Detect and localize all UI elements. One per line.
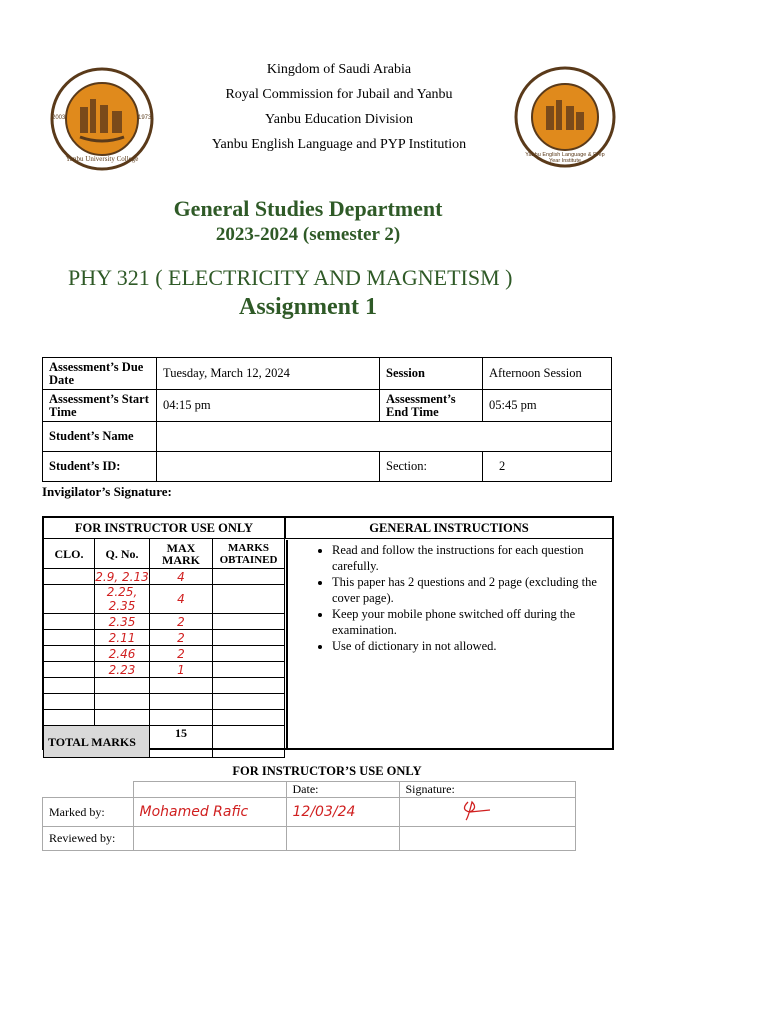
table-row-clo xyxy=(44,585,95,614)
empty-cell xyxy=(44,710,95,726)
question-number: 2.35 xyxy=(95,614,150,630)
right-logo-text: Yanbu English Language & Prep Year Institute xyxy=(525,152,605,164)
total-marks-label: TOTAL MARKS xyxy=(44,726,150,758)
header-line-3: Yanbu Education Division xyxy=(265,112,413,127)
table-row-clo xyxy=(44,662,95,678)
max-mark: 1 xyxy=(150,662,213,678)
left-logo-text: Yanbu University College xyxy=(65,155,139,163)
invigilator-signature-label: Invigilator’s Signature: xyxy=(42,484,172,499)
review-table xyxy=(42,781,576,851)
assessment-info-table xyxy=(42,357,612,482)
empty-cell xyxy=(150,710,213,726)
empty-cell xyxy=(150,678,213,694)
instruction-item: • Use of dictionary in not allowed. xyxy=(332,638,614,654)
signature-mark xyxy=(458,798,498,822)
header-line-2: Royal Commission for Jubail and Yanbu xyxy=(225,87,453,102)
instruction-item: • Read and follow the instructions for each question carefully. xyxy=(332,542,614,574)
marks-obtained-cell[interactable] xyxy=(213,585,285,614)
empty-cell xyxy=(213,710,285,726)
max-mark: 4 xyxy=(150,585,213,614)
empty-cell xyxy=(213,694,285,710)
empty-cell xyxy=(95,710,150,726)
empty-cell xyxy=(133,782,286,798)
end-time-label: Assessment’s End Time xyxy=(380,390,483,422)
section-label: Section: xyxy=(380,452,483,482)
question-number: 2.46 xyxy=(95,646,150,662)
total-marks-value: 15 xyxy=(150,726,213,758)
reviewed-signature[interactable] xyxy=(399,827,576,851)
assignment-title: Assignment 1 xyxy=(238,294,377,320)
empty-cell xyxy=(43,782,134,798)
empty-cell xyxy=(95,694,150,710)
max-mark: 4 xyxy=(150,569,213,585)
marks-table xyxy=(43,538,285,758)
max-mark: 2 xyxy=(150,630,213,646)
marks-obtained-cell[interactable] xyxy=(213,646,285,662)
department-title: General Studies Department xyxy=(173,196,443,221)
instructor-block xyxy=(42,516,614,750)
marks-obtained-cell[interactable] xyxy=(213,662,285,678)
max-mark: 2 xyxy=(150,614,213,630)
section-value: 2 xyxy=(483,452,612,482)
question-number: 2.23 xyxy=(95,662,150,678)
due-date-label: Assessment’s Due Date xyxy=(43,358,157,390)
marked-date[interactable]: 12/03/24 xyxy=(286,798,399,827)
review-title: FOR INSTRUCTOR’S USE ONLY xyxy=(232,764,422,778)
question-number: 2.25, 2.35 xyxy=(95,585,150,614)
instruction-item: • This paper has 2 questions and 2 page (excluding the cover page). xyxy=(332,574,614,606)
reviewed-by-name[interactable] xyxy=(133,827,286,851)
table-row-clo xyxy=(44,646,95,662)
instructor-title: FOR INSTRUCTOR USE ONLY xyxy=(44,518,286,539)
student-id-label: Student’s ID: xyxy=(43,452,157,482)
qno-header: Q. No. xyxy=(95,539,150,569)
marked-signature[interactable] xyxy=(399,798,576,827)
table-row-clo xyxy=(44,569,95,585)
question-number: 2.11 xyxy=(95,630,150,646)
question-number: 2.9, 2.13 xyxy=(95,569,149,584)
reviewed-by-label: Reviewed by: xyxy=(43,827,134,851)
empty-cell xyxy=(150,694,213,710)
clo-header: CLO. xyxy=(44,539,95,569)
max-mark: 2 xyxy=(150,646,213,662)
reviewed-date[interactable] xyxy=(286,827,399,851)
student-id-field[interactable] xyxy=(157,452,380,482)
marks-obtained-cell[interactable] xyxy=(213,614,285,630)
start-time-value: 04:15 pm xyxy=(157,390,380,422)
empty-cell xyxy=(95,678,150,694)
due-date-value: Tuesday, March 12, 2024 xyxy=(157,358,380,390)
signature-label: Signature: xyxy=(399,782,576,798)
end-time-value: 05:45 pm xyxy=(483,390,612,422)
date-label: Date: xyxy=(286,782,399,798)
header-line-4: Yanbu English Language and PYP Institution xyxy=(211,137,467,152)
start-time-label: Assessment’s Start Time xyxy=(43,390,157,422)
general-instructions-list xyxy=(286,540,614,748)
empty-cell xyxy=(213,678,285,694)
session-label: Session xyxy=(380,358,483,390)
marked-by-name[interactable]: Mohamed Rafic xyxy=(133,798,286,827)
marked-by-label: Marked by: xyxy=(43,798,134,827)
left-logo-year-1: 2003 xyxy=(52,115,66,121)
empty-cell xyxy=(44,678,95,694)
general-instructions-title: GENERAL INSTRUCTIONS xyxy=(286,518,612,539)
table-row-clo xyxy=(44,614,95,630)
table-row-clo xyxy=(44,630,95,646)
left-logo-year-2: 1973 xyxy=(138,115,152,121)
marks-obtained-header: MARKS OBTAINED xyxy=(213,539,285,569)
empty-cell xyxy=(44,694,95,710)
total-marks-obtained[interactable] xyxy=(213,726,285,758)
session-value: Afternoon Session xyxy=(483,358,612,390)
header-line-1: Kingdom of Saudi Arabia xyxy=(266,62,412,77)
marks-obtained-cell[interactable] xyxy=(213,630,285,646)
max-mark-header: MAX MARK xyxy=(150,539,213,569)
year-title: 2023-2024 (semester 2) xyxy=(215,224,401,245)
instruction-item: • Keep your mobile phone switched off during the examination. xyxy=(332,606,614,638)
marks-obtained-cell[interactable] xyxy=(213,569,285,585)
student-name-field[interactable] xyxy=(157,422,612,452)
student-name-label: Student’s Name xyxy=(43,422,157,452)
course-title: PHY 321 ( ELECTRICITY AND MAGNETISM ) xyxy=(68,265,513,290)
